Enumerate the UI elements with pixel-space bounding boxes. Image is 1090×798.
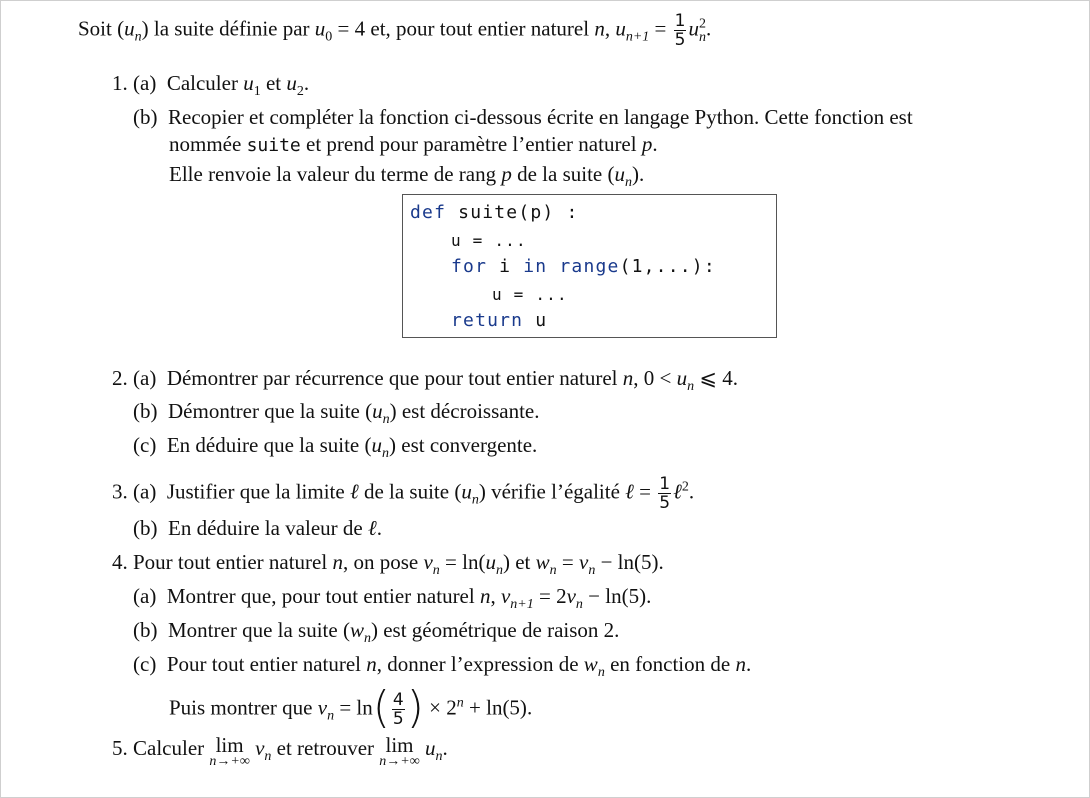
fraction-one-fifth: $\frac{1}{5}$ bbox=[674, 11, 686, 50]
code-line-assign: u = ... bbox=[451, 231, 527, 250]
q4-c-then: Puis montrer que $v_n = \ln$( $\frac{4}{5}$ ) × $2^n + \ln(5)$. bbox=[169, 681, 533, 733]
limit-v: lim n→+∞ bbox=[209, 733, 250, 769]
q4-intro: 4. Pour tout entier naturel n, on pose $v_n = \ln(u_n)$ et $w_n = v_n - \ln(5)$. bbox=[112, 550, 664, 579]
q5: 5. Calculer lim n→+∞ $v_n$ et retrouver lim n→+∞ $u_n$. bbox=[112, 733, 448, 769]
q1-b-line2: nommée suite et prend pour paramètre l’entier naturel p. bbox=[169, 132, 658, 156]
code-line-return: return u bbox=[451, 310, 548, 331]
q1-a: 1. (a) Calculer $u_1$ et $u_2$. bbox=[112, 71, 310, 100]
code-line-update: u = ... bbox=[492, 285, 568, 304]
q4-c: (c) Pour tout entier naturel n, donner l’expression de $w_n$ en fonction de n. bbox=[133, 652, 752, 681]
q3-a: 3. (a) Justifier que la limite ℓ de la suite $(u_n)$ vérifie l’égalité ℓ = $\frac{1}{5}$ ℓ$^2$. bbox=[112, 474, 695, 513]
q2-c: (c) En déduire que la suite $(u_n)$ est convergente. bbox=[133, 433, 538, 462]
limit-u: lim n→+∞ bbox=[379, 733, 420, 769]
q2-b: (b) Démontrer que la suite $(u_n)$ est décroissante. bbox=[133, 399, 540, 428]
q2-a: 2. (a) Démontrer par récurrence que pour tout entier naturel n, $0 < u_n$ ⩽ 4. bbox=[112, 366, 738, 395]
q4-a: (a) Montrer que, pour tout entier naturel n, $v_{n+1} = 2v_n - \ln(5)$. bbox=[133, 584, 652, 613]
code-line-def: def suite(p) : bbox=[410, 202, 579, 223]
intro-line: Soit $(u_n)$ la suite définie par $u_0 = 4$ et, pour tout entier naturel n, $u_{n+1}$ = $\frac{1}{5}$ $u^2_n$. bbox=[78, 11, 712, 50]
q3-b: (b) En déduire la valeur de ℓ. bbox=[133, 516, 382, 540]
q1-b-line1: (b) Recopier et compléter la fonction ci-dessous écrite en langage Python. Cette fonction est bbox=[133, 105, 913, 129]
q4-b: (b) Montrer que la suite $(w_n)$ est géométrique de raison 2. bbox=[133, 618, 620, 647]
q1-b-line3: Elle renvoie la valeur du terme de rang p de la suite $(u_n)$. bbox=[169, 162, 645, 191]
code-line-for: for i in range(1,...): bbox=[451, 256, 716, 277]
